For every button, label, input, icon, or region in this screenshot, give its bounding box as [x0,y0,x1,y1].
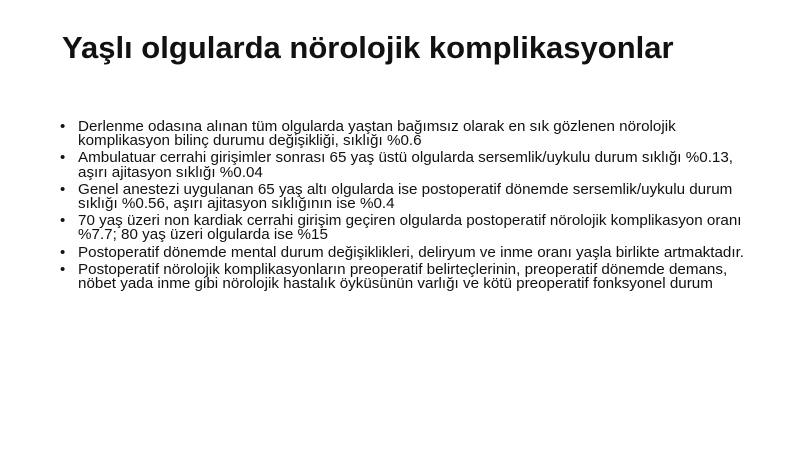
bullet-dot-icon: • [60,243,66,261]
bullet-dot-icon: • [60,118,66,135]
bullet-item-3 [60,180,760,213]
bullet-item-6 [60,260,760,293]
bullet-list [60,120,760,294]
bullet-text-2: Ambulatuar cerrahi girişimler sonrası 65 yaş üstü olgularda sersemlik/uykulu durum sıklığı %0.13, aşırı ajitasyon sıklığı %0.04 [78,149,734,181]
bullet-text-5: Postoperatif dönemde mental durum değişiklikleri, deliryum ve inme oranı yaşla birlikte artmaktadır. [78,243,745,261]
bullet-dot-icon: • [60,180,66,198]
bullet-item-4 [60,214,760,242]
bullet-text-4: 70 yaş üzeri non kardiak cerrahi girişim geçiren olgularda postoperatif nörolojik komplikasyon oranı %7.7; 80 yaş üzeri olgularda ise %15 [78,212,742,244]
bullet-item-1 [60,120,760,148]
bullet-text-6: Postoperatif nörolojik komplikasyonların preoperatif belirteçlerinin, preoperatif dönemde demans, nöbet yada inme gibi nörolojik hastalık öyküsünün varlığı ve kötü preoperatif fonksyonel durum [78,260,728,293]
bullet-item-2 [60,151,760,179]
slide-title: Yaşlı olgularda nörolojik komplikasyonlar [62,30,674,65]
bullet-text-3: Genel anestezi uygulanan 65 yaş altı olgularda ise postoperatif dönemde sersemlik/uykulu durum sıklığı %0.56, aşırı ajitasyon sıklığının ise %0.4 [78,180,733,213]
bullet-dot-icon: • [60,212,66,230]
bullet-dot-icon: • [60,260,66,278]
bullet-item-5 [60,243,760,261]
bullet-dot-icon: • [60,149,66,167]
bullet-text-1: Derlenme odasına alınan tüm olgularda yaştan bağımsız olarak en sık gözlenen nörolojik komplikasyon bilinç durumu değişikliği, sıklığı %0.6 [78,118,676,150]
